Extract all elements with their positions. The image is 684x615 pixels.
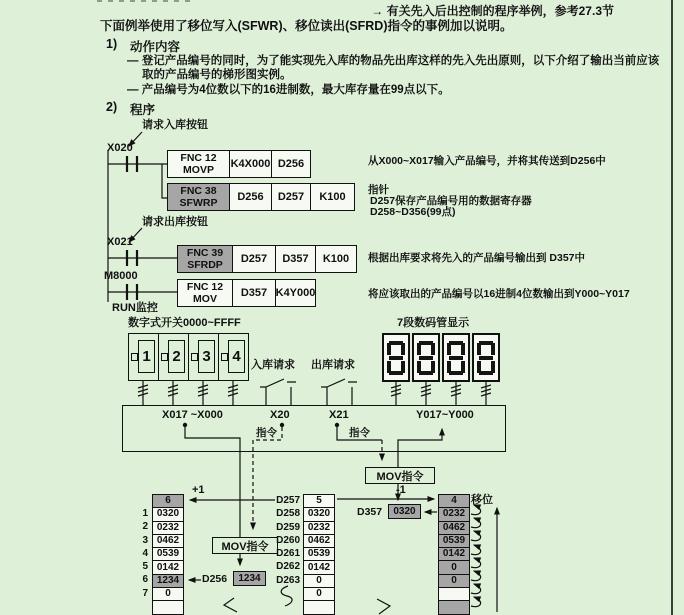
- comment-sfrdp: 根据出库要求将先入的产品编号输出到 D357中: [368, 252, 586, 264]
- instruction-movp: [167, 150, 311, 178]
- switch-knob-icon: [161, 353, 168, 361]
- d-register-labels: [268, 494, 300, 587]
- fnc-name: SFWRP: [179, 197, 218, 209]
- stack-cell: [152, 600, 184, 614]
- stack-cell-new: 1234: [152, 574, 184, 588]
- intro-text: 下面例举使用了移位写入(SFWR)、移位读出(SFRD)指令的事例加以说明。: [100, 19, 513, 33]
- shift-cell: 0232: [438, 507, 470, 521]
- fnc-number: FNC 12: [180, 152, 217, 164]
- command-label-1: 指令: [256, 427, 277, 439]
- contact-m8000-label: M8000: [104, 270, 138, 282]
- bullet1-line1: — 登记产品编号的同时，为了能实现先入库的物品先出库这样的先入先出原则，以下介绍了输出当前应该: [127, 55, 660, 67]
- shift-cell: [438, 587, 470, 601]
- continuation-squiggle: [281, 586, 292, 606]
- display-wires: [391, 382, 491, 405]
- stack-cell: 0232: [152, 521, 184, 535]
- seven-segment-digit: [412, 333, 440, 382]
- pointer-inc-label: +1: [192, 484, 205, 496]
- x21-label: X21: [329, 409, 349, 421]
- fnc-number: FNC 12: [186, 281, 224, 293]
- operand-cell: K100: [310, 183, 355, 211]
- shift-cell: 0539: [438, 534, 470, 548]
- section2-title: 程序: [130, 103, 156, 117]
- d-register-cell: 5: [303, 494, 335, 508]
- x20-label: X20: [270, 409, 290, 421]
- instruction-sfwrp: [167, 183, 355, 211]
- d-register-label: D262: [276, 561, 300, 573]
- digit-switch-3[interactable]: [188, 333, 219, 381]
- shift-cell: 0: [438, 560, 470, 574]
- seven-segment-digit: [442, 333, 470, 382]
- d357-value-box: 0320: [388, 504, 421, 519]
- operand-cell: D357: [232, 279, 276, 307]
- switch-digit: 2: [168, 340, 185, 373]
- comment-pointer3: D258~D356(99点): [370, 206, 456, 218]
- row-number: 3: [142, 534, 148, 546]
- x-input-range-label: X017 ~X000: [162, 409, 223, 421]
- in-button-note: 请求入库按钮: [142, 119, 208, 131]
- seven-segment-icon: [446, 340, 466, 376]
- stack-cell: 0: [152, 587, 184, 601]
- contact-x020-label: X020: [107, 142, 133, 154]
- fnc-name: SFRDP: [187, 259, 223, 271]
- shift-cell: 0142: [438, 547, 470, 561]
- comment-pointer2: D257保存产品编号用的数据寄存器: [370, 195, 532, 207]
- switch-digit: 1: [138, 340, 155, 373]
- section2-number: 2): [106, 100, 118, 114]
- mov-command-box-input: MOV指令: [212, 537, 278, 554]
- instruction-sfrdp: [177, 245, 357, 273]
- fifo-stack-table: [152, 494, 184, 615]
- operand-cell: D256: [229, 183, 272, 211]
- operand-cell: K4X000: [229, 150, 272, 178]
- d-register-cell: 0539: [303, 547, 335, 561]
- d-register-table: [303, 494, 335, 615]
- switch-knob-icon: [221, 353, 228, 361]
- switch-knob-icon: [191, 353, 198, 361]
- seven-segment-digit: [472, 333, 500, 382]
- operand-cell: D256: [271, 150, 311, 178]
- bullet1-line2: 取的产品编号的梯形图实例。: [142, 69, 292, 81]
- operand-cell: K100: [315, 245, 357, 273]
- switch-digit: 4: [228, 340, 245, 373]
- row-number: 7: [142, 587, 148, 599]
- contact-x021-label: X021: [107, 236, 133, 248]
- row-number: 2: [142, 521, 148, 533]
- section1-title: 动作内容: [130, 40, 181, 54]
- d-register-cell: 0320: [303, 507, 335, 521]
- fnc-cell: [167, 150, 230, 178]
- row-number: 1: [142, 508, 148, 519]
- command-label-2: 指令: [349, 427, 370, 439]
- operand-cell: K4Y000: [275, 279, 316, 307]
- d-register-label: D257: [276, 495, 300, 506]
- seven-segment-icon: [416, 340, 436, 376]
- fnc-name: MOV: [193, 293, 217, 305]
- fnc-name: MOVP: [183, 164, 214, 176]
- d-register-cell: 0232: [303, 521, 335, 535]
- digital-switch-label: 数字式开关0000~FFFF: [128, 317, 241, 329]
- d-register-label: D263: [276, 574, 300, 586]
- digit-switch-4[interactable]: [218, 333, 249, 381]
- reference-note: → 有关先入后出控制的程序举例，参考27.3节: [371, 4, 614, 18]
- operand-cell: D257: [232, 245, 276, 273]
- operand-cell: D257: [271, 183, 311, 211]
- shift-pointer-cell: 4: [438, 494, 470, 508]
- comment-movp: 从X000~X017输入产品编号，并将其传送到D256中: [368, 155, 606, 167]
- shift-cell: 0: [438, 574, 470, 588]
- d-register-cell: 0: [303, 587, 335, 601]
- switch-wires: [138, 381, 238, 405]
- d256-value-box: 1234: [233, 571, 266, 586]
- row-number: 6: [142, 574, 148, 586]
- fnc-cell: [177, 245, 233, 273]
- switch-digit: 3: [198, 340, 215, 373]
- cutoff-arrow-left: [224, 598, 237, 612]
- instruction-mov: [177, 279, 316, 307]
- pushbutton-out-icon: [321, 379, 357, 405]
- shift-cell: [438, 600, 470, 614]
- section1-number: 1): [106, 37, 118, 51]
- cutoff-arrow-right: [377, 599, 390, 614]
- d-register-label: D258: [276, 508, 300, 520]
- out-button-note: 请求出库按钮: [142, 216, 208, 228]
- stack-cell: 0142: [152, 560, 184, 574]
- bullet2: — 产品编号为4位数以下的16进制数，最大库存量在99点以下。: [127, 84, 450, 96]
- d357-label: D357: [357, 506, 383, 518]
- pushbutton-in-icon: [260, 379, 296, 405]
- shift-label: 移位: [471, 494, 493, 506]
- stack-cell: 0539: [152, 547, 184, 561]
- d-register-label: D259: [276, 521, 300, 533]
- output-shift-table: [438, 494, 470, 615]
- fnc-number: FNC 38: [180, 185, 217, 197]
- fnc-cell: [167, 183, 230, 211]
- seven-seg-label: 7段数码管显示: [397, 317, 470, 329]
- stack-row-numbers: [132, 507, 148, 600]
- seven-segment-icon: [476, 340, 496, 376]
- out-request-label: 出库请求: [311, 359, 355, 371]
- stack-cell: 0320: [152, 507, 184, 521]
- d-register-label: D260: [276, 534, 300, 546]
- digit-switch-1[interactable]: [128, 333, 159, 381]
- seven-segment-digit: [382, 333, 410, 382]
- fnc-number: FNC 39: [186, 247, 224, 259]
- pointer-dec-label: -1: [396, 484, 406, 496]
- seven-segment-icon: [386, 340, 406, 376]
- mov-command-box-output: MOV指令: [365, 467, 435, 484]
- d256-label: D256: [202, 573, 228, 585]
- shift-arrow-icon: [471, 505, 481, 607]
- d-register-cell: [303, 600, 335, 614]
- shift-cell: 0462: [438, 521, 470, 535]
- d-register-cell: 0142: [303, 560, 335, 574]
- switch-knob-icon: [131, 353, 138, 361]
- d-register-cell: 0462: [303, 534, 335, 548]
- y-output-range-label: Y017~Y000: [416, 409, 474, 421]
- run-monitor-label: RUN监控: [112, 302, 158, 314]
- row-number: 4: [142, 547, 148, 559]
- comment-mov: 将应该取出的产品编号以16进制4位数输出到Y000~Y017: [368, 288, 630, 300]
- operand-cell: D357: [275, 245, 316, 273]
- digit-switch-2[interactable]: [158, 333, 189, 381]
- comment-pointer: 指针: [368, 184, 389, 196]
- stack-pointer-cell: 6: [152, 494, 184, 508]
- in-request-label: 入库请求: [251, 359, 295, 371]
- d-register-cell: 0: [303, 574, 335, 588]
- stack-cell: 0462: [152, 534, 184, 548]
- fnc-cell: [177, 279, 233, 307]
- row-number: 5: [142, 561, 148, 573]
- d-register-label: D261: [276, 548, 300, 560]
